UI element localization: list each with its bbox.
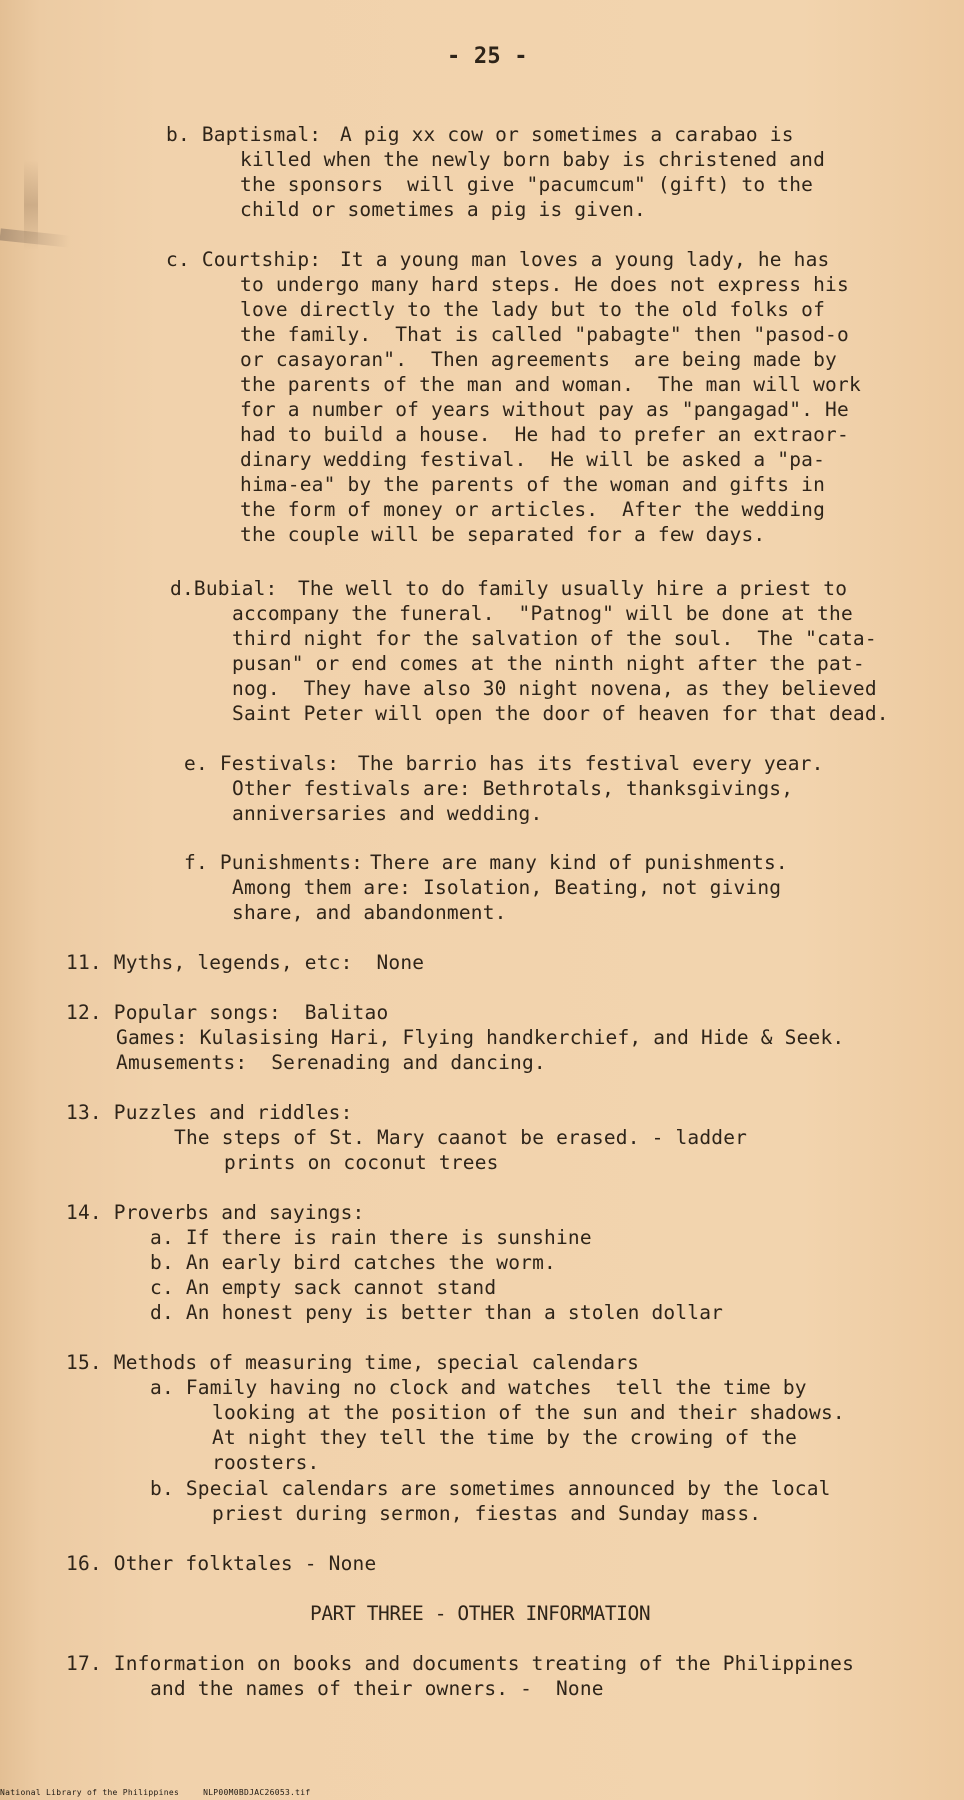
item-15-a-line: a. Family having no clock and watches tell the time by <box>150 1376 807 1399</box>
item-15-a-line: roosters. <box>212 1451 320 1474</box>
paper-crease <box>24 160 38 250</box>
punishments-line: There are many kind of punishments. <box>358 851 788 874</box>
footer-library: National Library of the Philippines <box>0 1788 180 1797</box>
item-14-proverbs: 14. Proverbs and sayings: <box>66 1201 365 1224</box>
item-13-riddle-line: prints on coconut trees <box>224 1151 499 1174</box>
courtship-line: the parents of the man and woman. The man will work <box>240 373 861 396</box>
footer-filename: NLP00M0BDJAC26053.tif <box>203 1788 311 1797</box>
item-13-riddle-line: The steps of St. Mary caanot be erased. - ladder <box>174 1126 748 1149</box>
proverb-item: c. An empty sack cannot stand <box>150 1276 497 1299</box>
burial-line: accompany the funeral. "Patnog" will be done at the <box>232 602 853 625</box>
courtship-line: the form of money or articles. After the wedding <box>240 498 826 521</box>
festivals-label: e. Festivals: <box>184 752 340 775</box>
item-15-a-line: looking at the position of the sun and their shadows. <box>212 1401 845 1424</box>
item-13-puzzles: 13. Puzzles and riddles: <box>66 1101 353 1124</box>
page-number: - 25 - <box>447 44 528 69</box>
item-12-popular-songs: 12. Popular songs: Balitao <box>66 1001 389 1024</box>
courtship-line: the couple will be separated for a few days. <box>240 523 766 546</box>
burial-line: pusan" or end comes at the ninth night after the pat- <box>232 652 865 675</box>
courtship-line: the family. That is called "pabagte" then "pasod-o <box>240 323 849 346</box>
courtship-line: or casayoran". Then agreements are being made by <box>240 348 837 371</box>
courtship-line: had to build a house. He had to prefer an extraor- <box>240 423 849 446</box>
item-15-b-line: b. Special calendars are sometimes announced by the local <box>150 1477 831 1500</box>
courtship-line: It a young man loves a young lady, he has <box>328 248 830 271</box>
burial-label: d.Bubial: <box>170 577 278 600</box>
courtship-line: dinary wedding festival. He will be asked a "pa- <box>240 448 826 471</box>
festivals-line: anniversaries and wedding. <box>232 802 543 825</box>
punishments-label: f. Punishments: <box>184 851 364 874</box>
burial-line: Saint Peter will open the door of heaven for that dead. <box>232 702 889 725</box>
festivals-line: The barrio has its festival every year. <box>334 752 824 775</box>
item-15-a-line: At night they tell the time by the crowing of the <box>212 1426 798 1449</box>
item-17-line: and the names of their owners. - None <box>150 1677 604 1700</box>
baptismal-line: child or sometimes a pig is given. <box>240 198 646 221</box>
baptismal-line: the sponsors will give "pacumcum" (gift) to the <box>240 173 814 196</box>
item-11-myths: 11. Myths, legends, etc: None <box>66 951 425 974</box>
punishments-line: Among them are: Isolation, Beating, not giving <box>232 876 782 899</box>
baptismal-line: A pig xx cow or sometimes a carabao is <box>328 123 794 146</box>
courtship-label: c. Courtship: <box>166 248 322 271</box>
baptismal-line: killed when the newly born baby is christened and <box>240 148 826 171</box>
courtship-line: hima-ea" by the parents of the woman and gifts in <box>240 473 826 496</box>
courtship-line: love directly to the lady but to the old folks of <box>240 298 826 321</box>
scan-footer <box>0 1788 335 1798</box>
item-15-b-line: priest during sermon, fiestas and Sunday mass. <box>212 1502 762 1525</box>
punishments-line: share, and abandonment. <box>232 901 507 924</box>
item-15-measuring-time: 15. Methods of measuring time, special calendars <box>66 1351 640 1374</box>
burial-line: The well to do family usually hire a priest to <box>286 577 848 600</box>
proverb-item: b. An early bird catches the worm. <box>150 1251 556 1274</box>
part-three-heading: PART THREE - OTHER INFORMATION <box>310 1602 651 1625</box>
item-17-information: 17. Information on books and documents treating of the Philippines <box>66 1652 855 1675</box>
burial-line: nog. They have also 30 night novena, as they believed <box>232 677 877 700</box>
item-12-amusements: Amusements: Serenading and dancing. <box>116 1051 546 1074</box>
baptismal-label: b. Baptismal: <box>166 123 322 146</box>
festivals-line: Other festivals are: Bethrotals, thanksgivings, <box>232 777 794 800</box>
burial-line: third night for the salvation of the soul. The "cata- <box>232 627 877 650</box>
proverb-item: a. If there is rain there is sunshine <box>150 1226 592 1249</box>
courtship-line: for a number of years without pay as "pangagad". He <box>240 398 849 421</box>
item-16-folktales: 16. Other folktales - None <box>66 1552 377 1575</box>
item-12-games: Games: Kulasising Hari, Flying handkerchief, and Hide & Seek. <box>116 1026 845 1049</box>
courtship-line: to undergo many hard steps. He does not express his <box>240 273 849 296</box>
proverb-item: d. An honest peny is better than a stolen dollar <box>150 1301 724 1324</box>
